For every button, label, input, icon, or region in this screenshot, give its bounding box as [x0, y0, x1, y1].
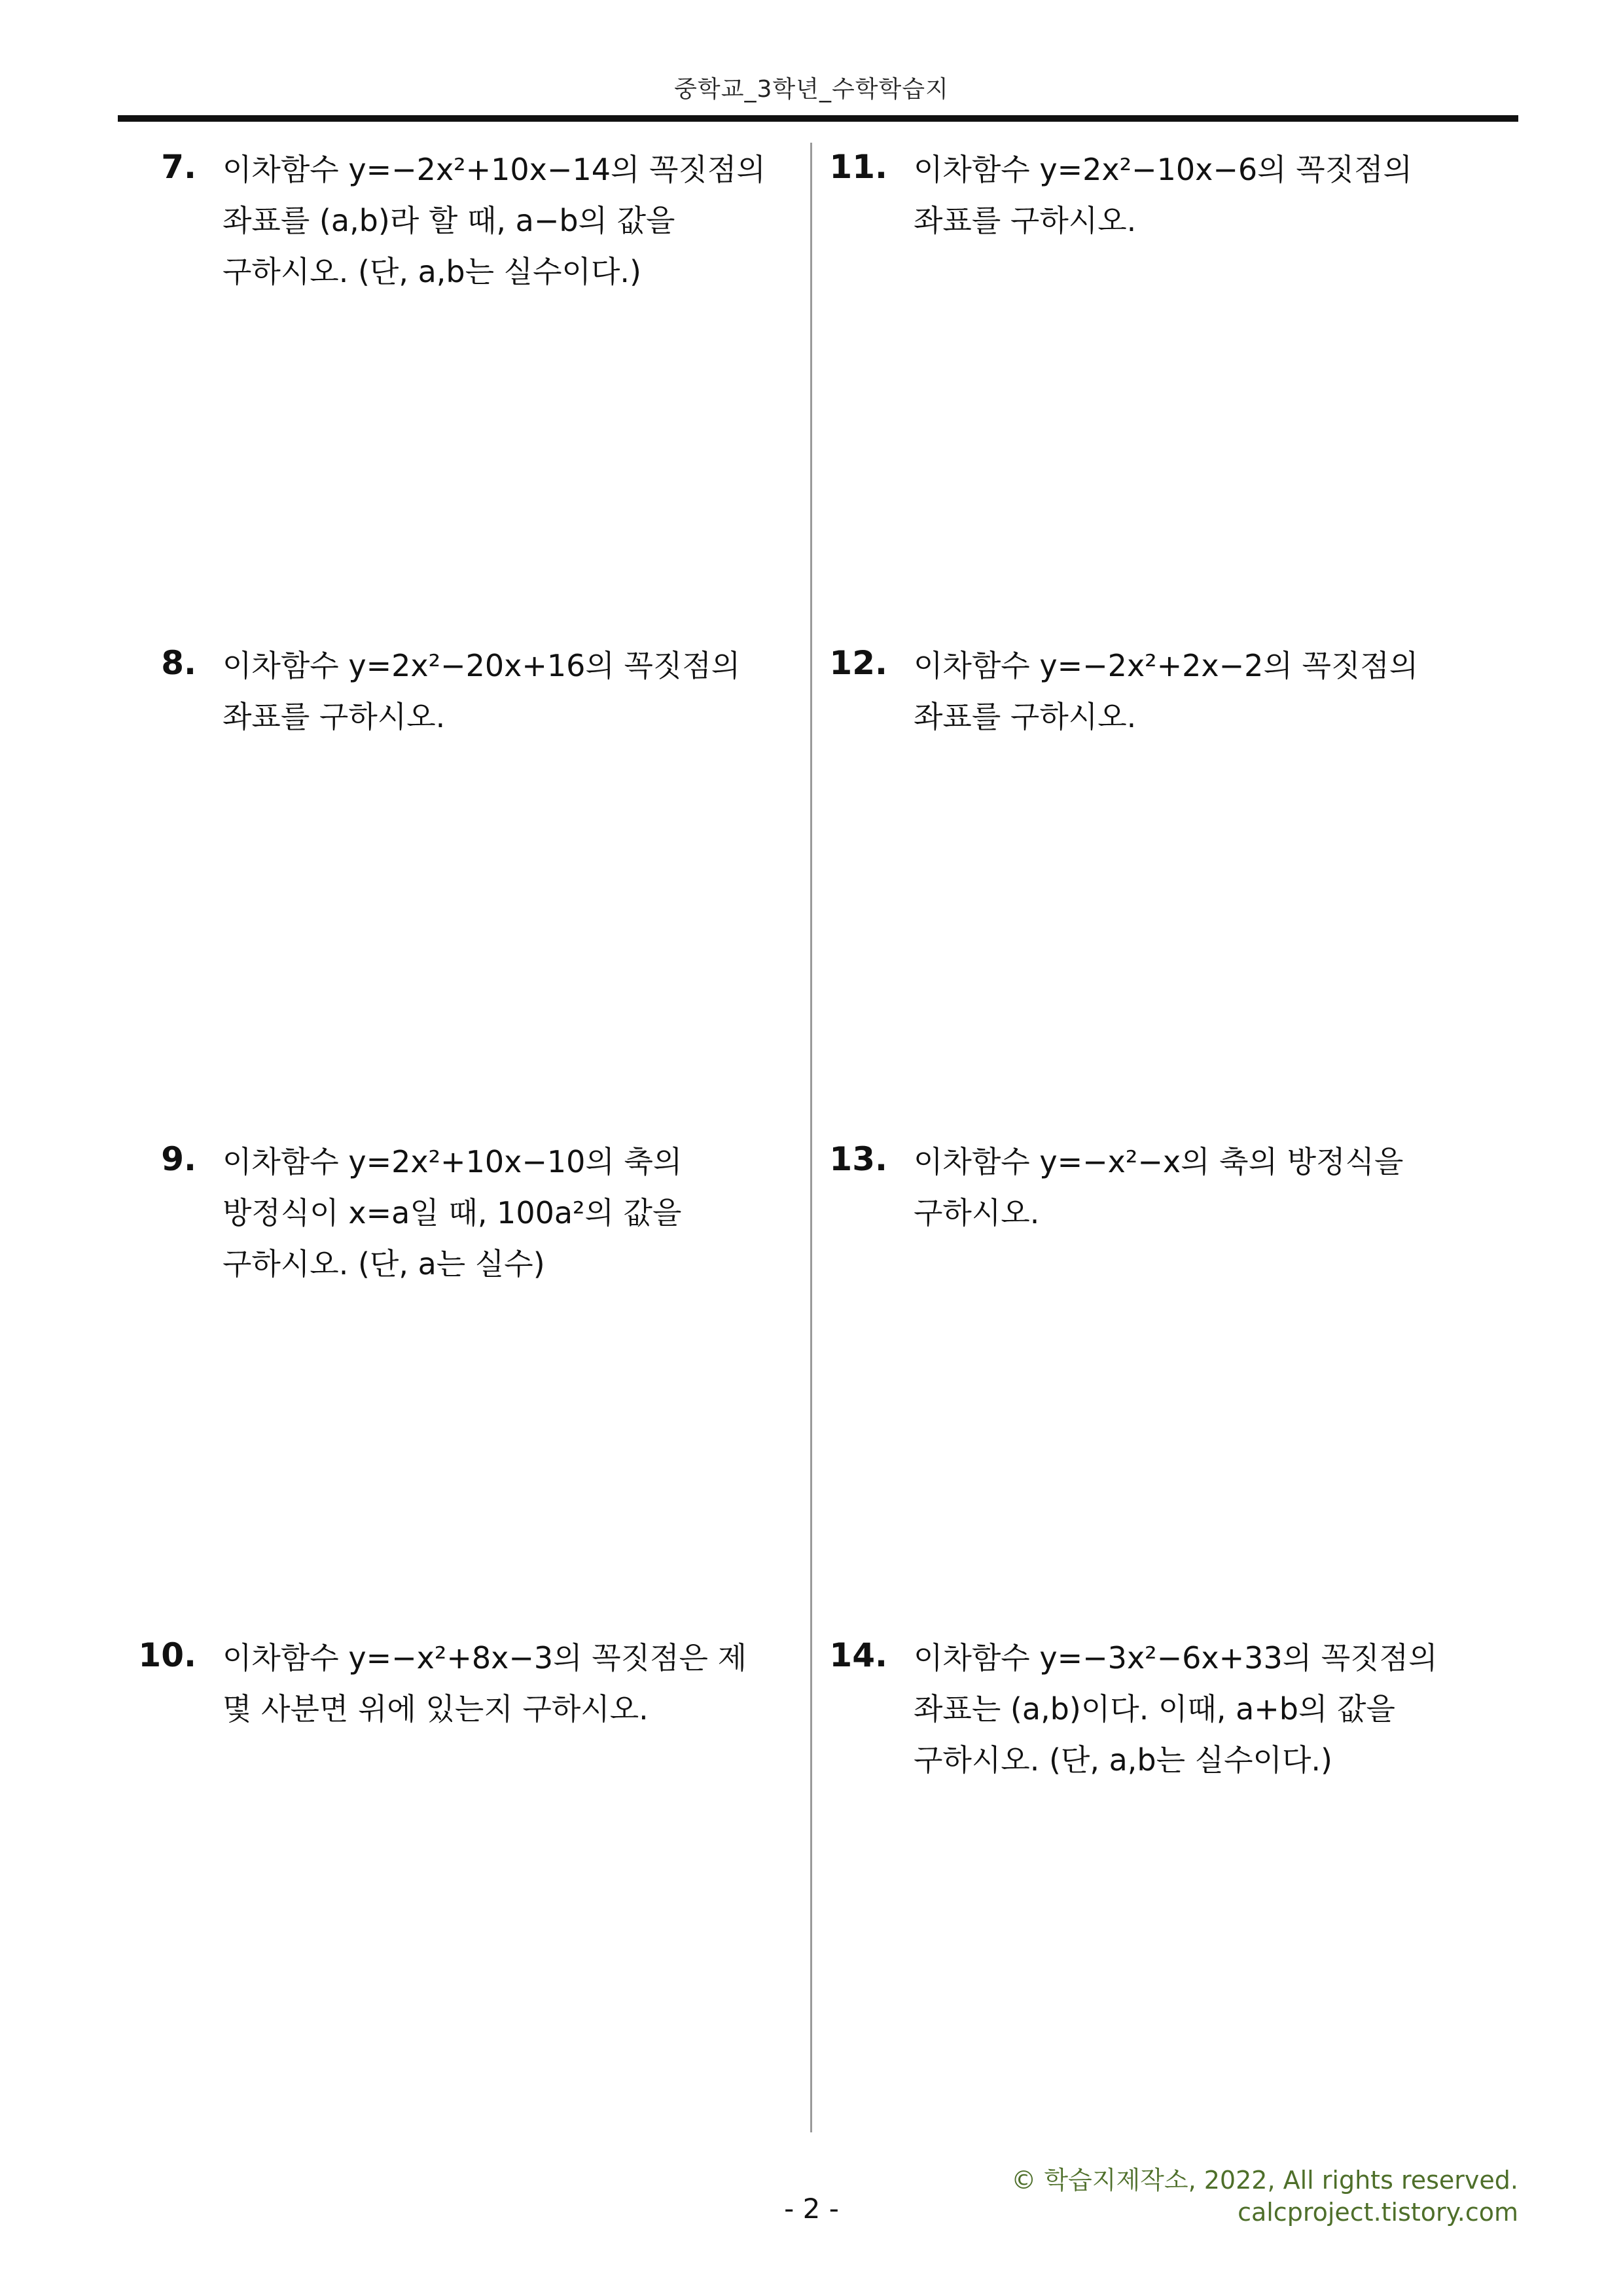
- header-rule: [118, 115, 1518, 122]
- page-number: - 2 -: [784, 2193, 839, 2225]
- problem-line: 좌표를 (a,b)라 할 때, a−b의 값을: [223, 203, 675, 238]
- problem-text: [223, 1632, 785, 1734]
- problem-line: 이차함수 y=−2x²+10x−14의 꼭짓점의: [223, 152, 766, 187]
- problem-text: [223, 640, 785, 742]
- problem-text: [914, 144, 1476, 246]
- page-header-title: 중학교_3학년_수학학습지: [674, 76, 949, 103]
- problem-text: [223, 144, 785, 297]
- problem-number: 12.: [829, 644, 887, 682]
- problem-line: 구하시오.: [914, 1195, 1040, 1230]
- problem-line: 이차함수 y=−x²−x의 축의 방정식을: [914, 1144, 1404, 1179]
- problem-line: 이차함수 y=−x²+8x−3의 꼭짓점은 제: [223, 1640, 747, 1676]
- problem-number: 10.: [138, 1636, 196, 1674]
- problem-text: [914, 1632, 1476, 1785]
- column-divider: [810, 143, 812, 2132]
- problem-line: 좌표를 구하시오.: [914, 203, 1137, 238]
- problem-line: 이차함수 y=2x²+10x−10의 축의: [223, 1144, 683, 1179]
- problem-line: 좌표를 구하시오.: [223, 699, 446, 734]
- problem-text: [223, 1136, 785, 1289]
- problem-number: 9.: [161, 1140, 196, 1178]
- problem-number: 14.: [829, 1636, 887, 1674]
- problem-line: 방정식이 x=a일 때, 100a²의 값을: [223, 1195, 682, 1230]
- problem-line: 좌표를 구하시오.: [914, 699, 1137, 734]
- problem-line: 이차함수 y=−3x²−6x+33의 꼭짓점의: [914, 1640, 1438, 1676]
- footer-copyright: © 학습지제작소, 2022, All rights reserved.: [1011, 2166, 1518, 2195]
- problem-line: 이차함수 y=2x²−20x+16의 꼭짓점의: [223, 648, 741, 683]
- problem-line: 이차함수 y=2x²−10x−6의 꼭짓점의: [914, 152, 1412, 187]
- problem-line: 이차함수 y=−2x²+2x−2의 꼭짓점의: [914, 648, 1419, 683]
- problem-number: 7.: [161, 148, 196, 186]
- problem-line: 구하시오. (단, a,b는 실수이다.): [914, 1742, 1332, 1778]
- problem-text: [914, 640, 1476, 742]
- problem-line: 좌표는 (a,b)이다. 이때, a+b의 값을: [914, 1691, 1395, 1727]
- problem-number: 13.: [829, 1140, 887, 1178]
- footer-url: calcproject.tistory.com: [1238, 2198, 1518, 2227]
- problem-text: [914, 1136, 1476, 1238]
- problem-line: 몇 사분면 위에 있는지 구하시오.: [223, 1691, 649, 1727]
- problem-line: 구하시오. (단, a,b는 실수이다.): [223, 254, 641, 289]
- problem-number: 11.: [829, 148, 887, 186]
- problem-line: 구하시오. (단, a는 실수): [223, 1246, 545, 1282]
- problem-number: 8.: [161, 644, 196, 682]
